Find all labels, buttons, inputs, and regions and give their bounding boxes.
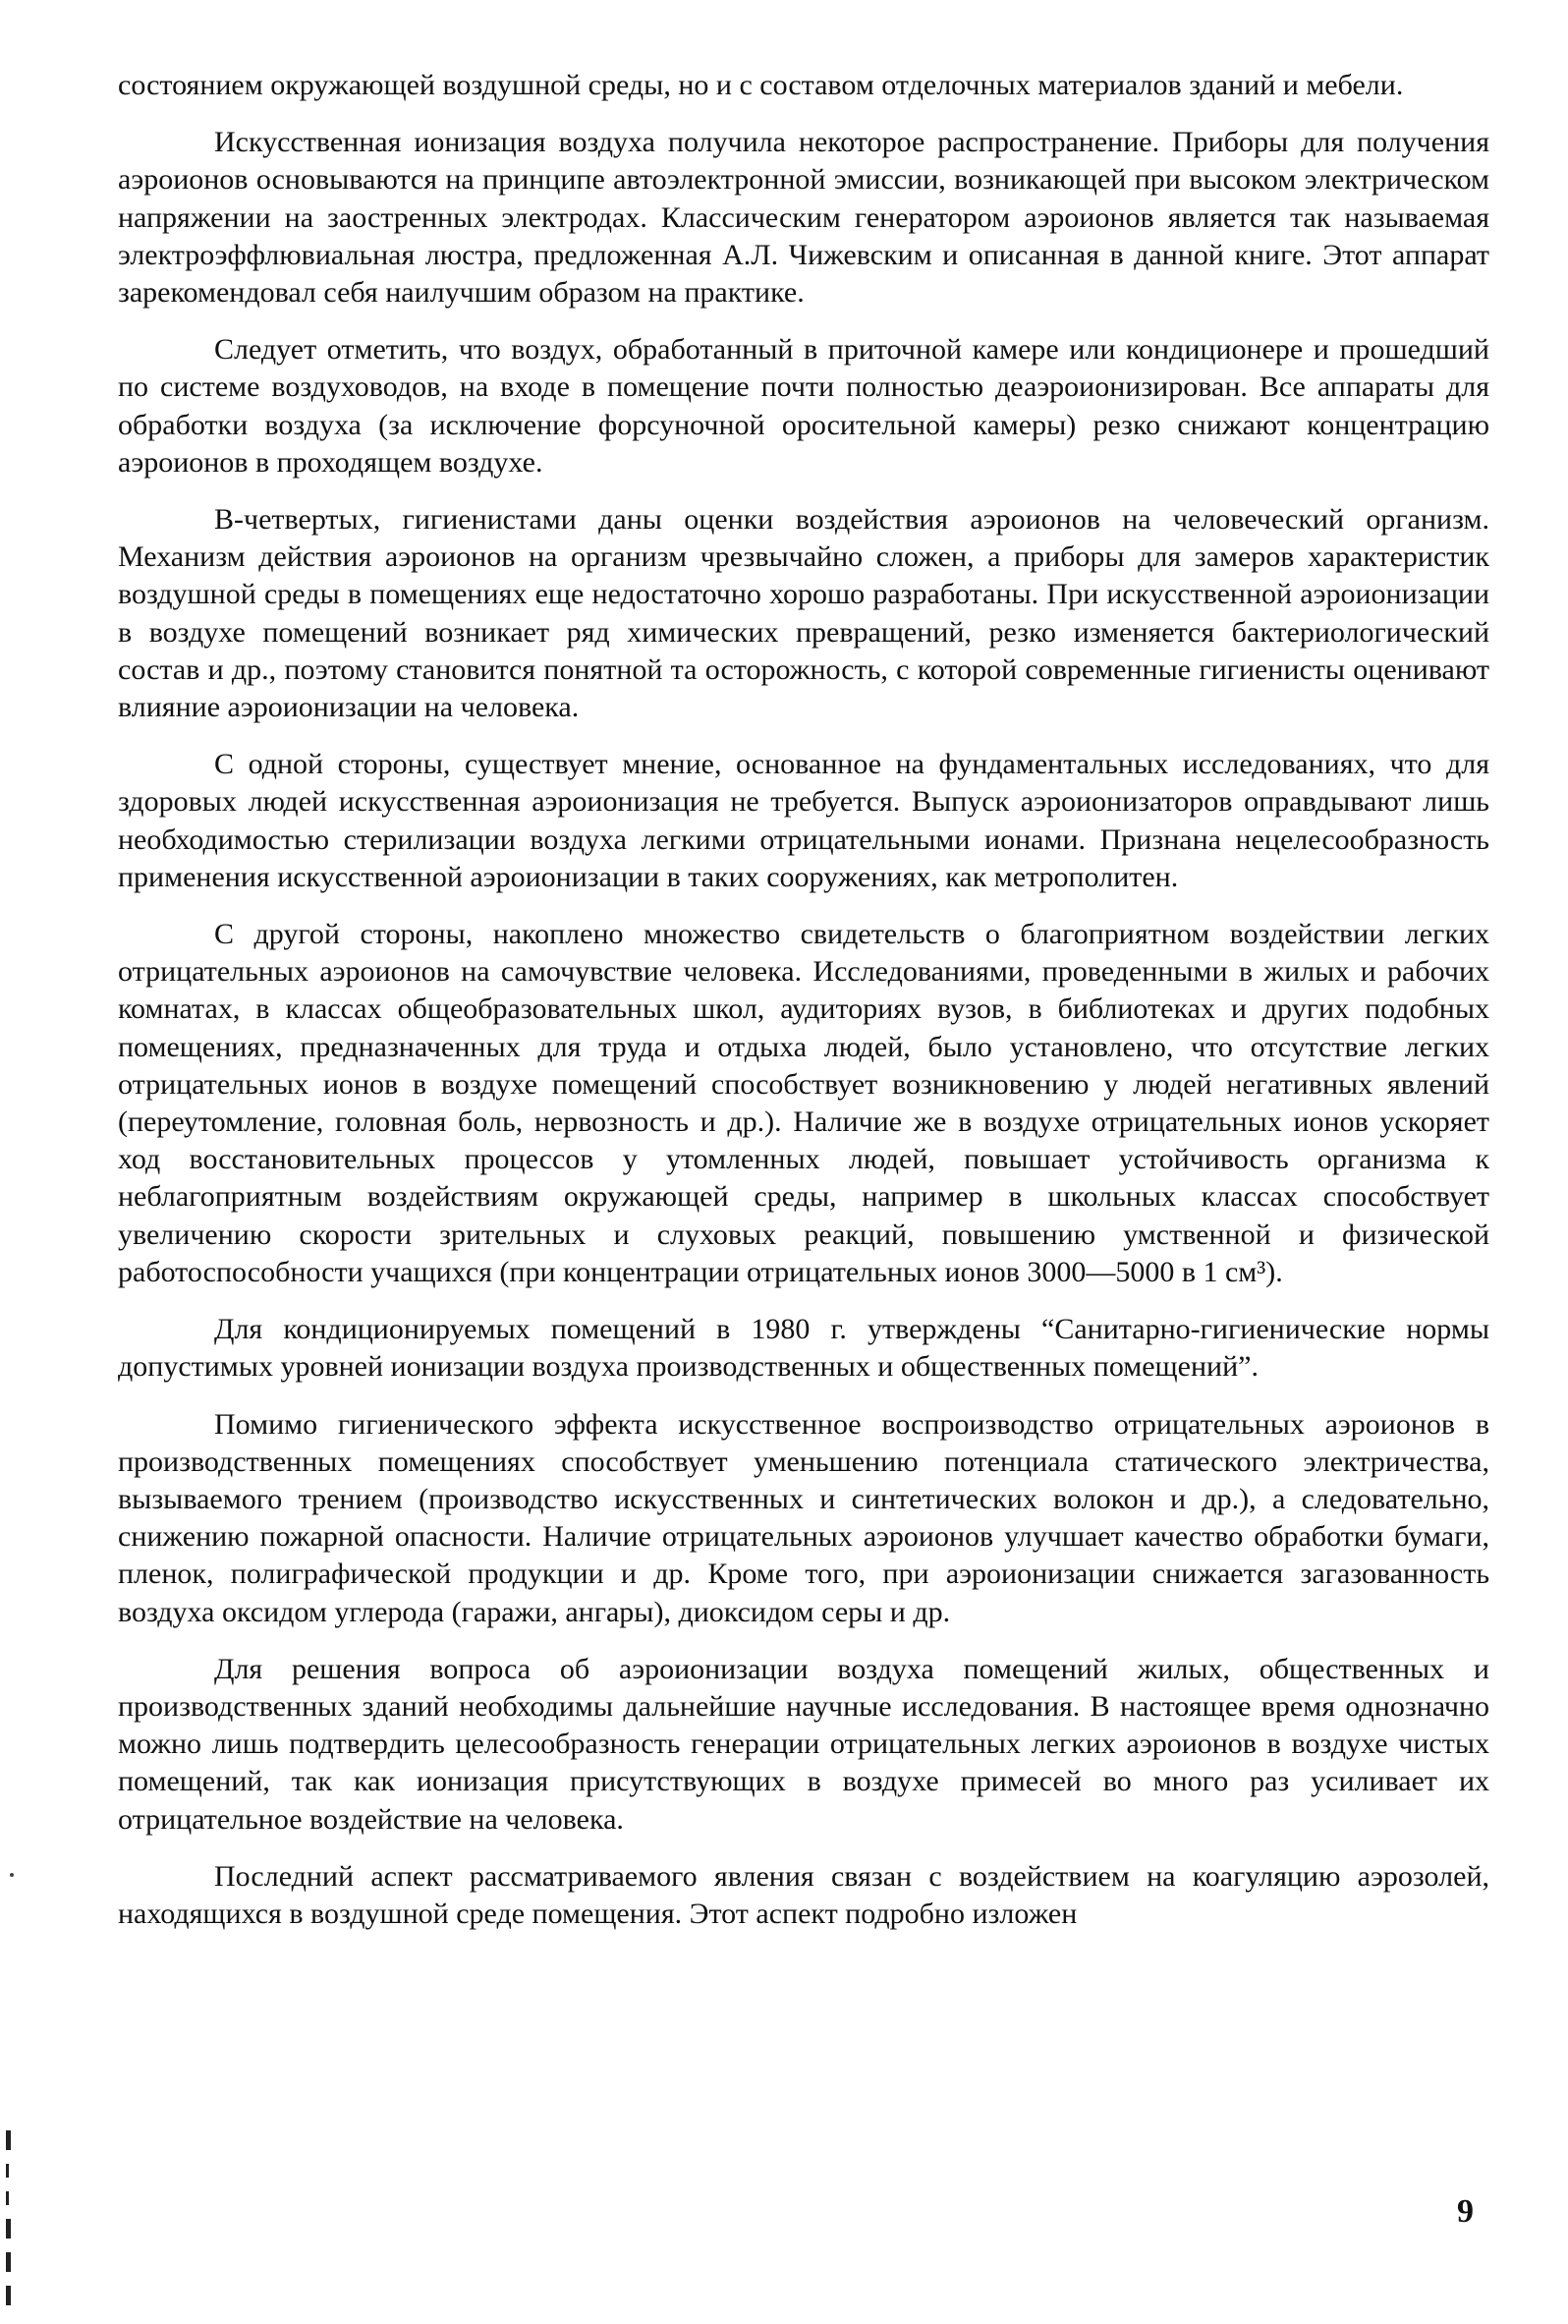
paragraph-continuation: состоянием окружающей воздушной среды, но и с составом отделочных материалов зданий и мебели.: [118, 69, 1404, 101]
paragraph-other-side: С другой стороны, накоплено множество свидетельств о благоприятном воздействии легких отрицательных аэроионов на самочувствие человека. Исследованиями, проведенными в жилых и рабочих комнатах, в классах общеобразовательных школ, аудиториях вузов, в библиотеках и других подобных помещениях, предназначенных для труда и отдыха людей, было установлено, что отсутствие легких отрицательных ионов в воздухе помещений способствует возникновению у людей негативных явлений (переутомление, головная боль, нервозность и др.). Наличие же в воздухе отрицательных ионов ускоряет ход восстановительных процессов у утомленных людей, повышает устойчивость организма к неблагоприятным воздействиям окружающей среды, например в школьных классах способствует увеличению скорости зрительных и слуховых реакций, повышению умственной и физической работоспособности учащихся (при концентрации отрицательных ионов 3000—5000 в 1 см³).: [118, 918, 1489, 1288]
paragraph-hygienists: В-четвертых, гигиенистами даны оценки воздействия аэроионов на человеческий организм. Механизм действия аэроионов на организм чрезвычайно сложен, а приборы для замеров характеристик воздушной среды в помещениях еще недостаточно хорошо разработаны. При искусственной аэроионизации в воздухе помещений возникает ряд химических превращений, резко изменяется бактериологический состав и др., поэтому становится понятной та осторожность, с которой современные гигиенисты оценивают влияние аэроионизации на человека.: [118, 503, 1489, 724]
paragraph-one-side: С одной стороны, существует мнение, основанное на фундаментальных исследованиях, что для здоровых людей искусственная аэроионизация не требуется. Выпуск аэроионизаторов оправдывают лишь необходимостью стерилизации воздуха легкими отрицательными ионами. Признана нецелесообразность применения искусственной аэроионизации в таких сооружениях, как метрополитен.: [118, 748, 1489, 893]
page-body: [118, 67, 1489, 1953]
binding-edge-marks: [6, 2130, 14, 2319]
scan-speck: [10, 1873, 14, 1877]
paragraph-artificial-ionization: Искусственная ионизация воздуха получила некоторое распространение. Приборы для получения аэроионов основываются на принципе автоэлектронной эмиссии, возникающей при высоком электрическом напряжении на заостренных электродах. Классическим генератором аэроионов является так называемая электроэффлювиальная люстра, предложенная А.Л. Чижевским и описанная в данной книге. Этот аппарат зарекомендовал себя наилучшим образом на практике.: [118, 126, 1489, 310]
page-number: 9: [1457, 2193, 1474, 2230]
paragraph-last-aspect: Последний аспект рассматриваемого явления связан с воздействием на коагуляцию аэрозолей, находящихся в воздушной среде помещения. Этот аспект подробно изложен: [118, 1859, 1489, 1930]
paragraph-hygienic-effect: Помимо гигиенического эффекта искусственное воспроизводство отрицательных аэроионов в производственных помещениях способствует уменьшению потенциала статического электричества, вызываемого трением (производство искусственных и синтетических волокон и др.), а следовательно, снижению пожарной опасности. Наличие отрицательных аэроионов улучшает качество обработки бумаги, пленок, полиграфической продукции и др. Кроме того, при аэроионизации снижается загазованность воздуха оксидом углерода (гаражи, ангары), диоксидом серы и др.: [118, 1407, 1489, 1628]
paragraph-norms-1980: Для кондиционируемых помещений в 1980 г. утверждены “Санитарно-гигиенические нормы допустимых уровней ионизации воздуха производственных и общественных помещений”.: [118, 1313, 1489, 1384]
paragraph-further-research: Для решения вопроса об аэроионизации воздуха помещений жилых, общественных и производственных зданий необходимы дальнейшие научные исследования. В настоящее время однозначно можно лишь подтвердить целесообразность генерации отрицательных легких аэроионов в воздухе чистых помещений, так как ионизация присутствующих в воздухе примесей во много раз усиливает их отрицательное воздействие на человека.: [118, 1652, 1489, 1836]
paragraph-supply-chamber: Следует отметить, что воздух, обработанный в приточной камере или кондиционере и прошедший по системе воздуховодов, на входе в помещение почти полностью деаэроионизирован. Все аппараты для обработки воздуха (за исключение форсуночной оросительной камеры) резко снижают концентрацию аэроионов в проходящем воздухе.: [118, 333, 1489, 479]
